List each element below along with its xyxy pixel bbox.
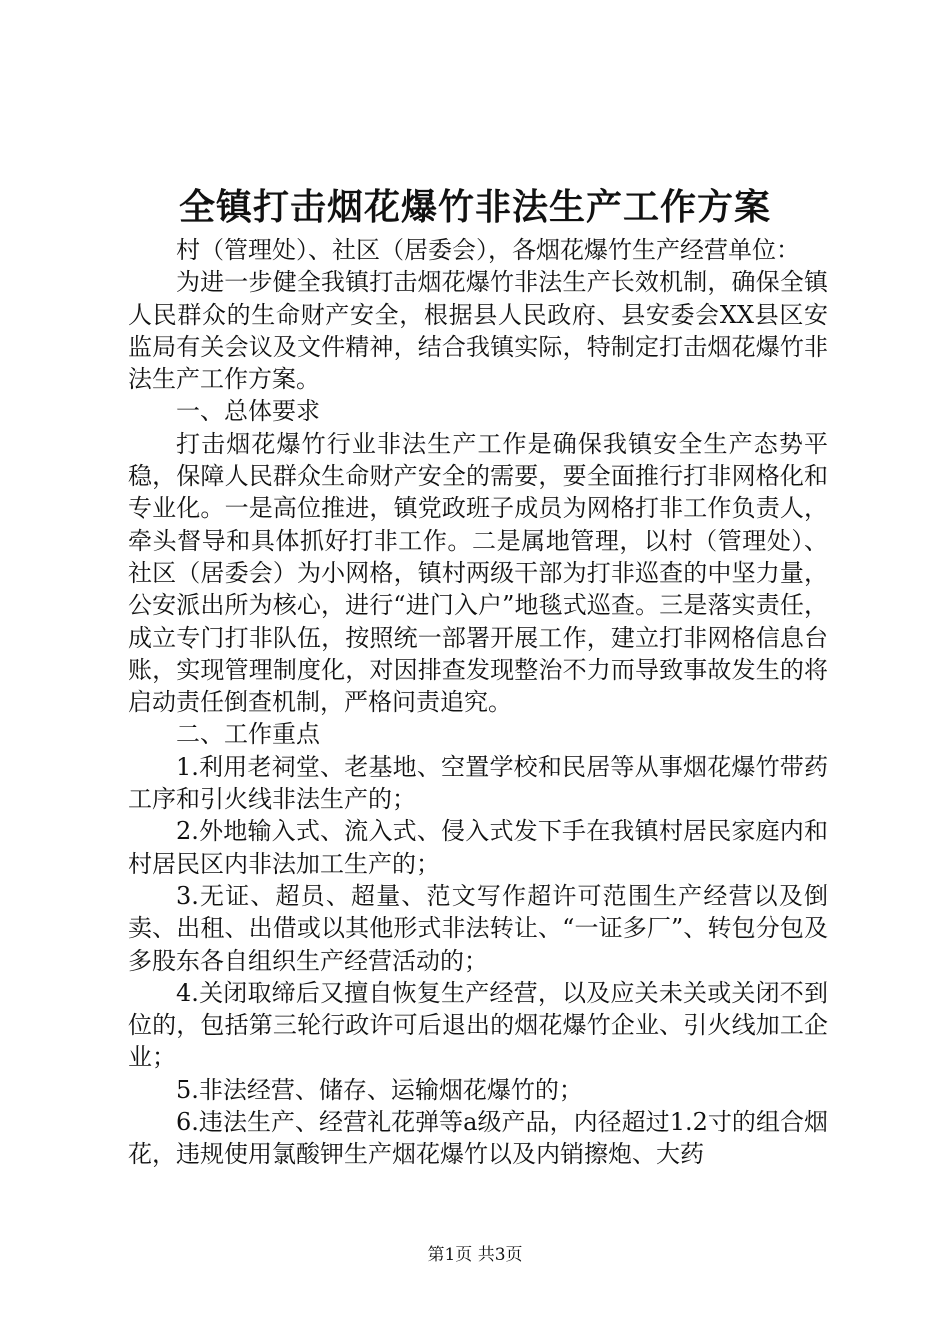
body-paragraph: 打击烟花爆竹行业非法生产工作是确保我镇安全生产态势平稳，保障人民群众生命财产安全的需要，要全面推行打非网格化和专业化。一是高位推进，镇党政班子成员为网格打非工作负责人，牵头督导和具体抓好打非工作。二是属地管理，以村（管理处）、社区（居委会）为小网格，镇村两级干部为打非巡查的中坚力量，公安派出所为核心，进行“进门入户”地毯式巡查。三是落实责任，成立专门打非队伍，按照统一部署开展工作，建立打非网格信息台账，实现管理制度化，对因排查发现整治不力而导致事故发生的将启动责任倒查机制，严格问责追究。 — [128, 429, 828, 717]
section-heading: 一、总体要求 — [176, 397, 320, 426]
document-body — [128, 234, 828, 1171]
list-item: 2.外地输入式、流入式、侵入式发下手在我镇村居民家庭内和村居民区内非法加工生产的； — [128, 817, 828, 878]
document-title: 全镇打击烟花爆竹非法生产工作方案 — [178, 186, 771, 228]
list-item: 6.违法生产、经营礼花弹等a级产品，内径超过1.2寸的组合烟花，违规使用氯酸钾生产烟花爆竹以及内销擦炮、大药 — [128, 1108, 828, 1169]
list-item: 3.无证、超员、超量、范文写作超许可范围生产经营以及倒卖、出租、出借或以其他形式非法转让、“一证多厂”、转包分包及多股东各自组织生产经营活动的； — [128, 881, 828, 975]
list-item: 5.非法经营、储存、运输烟花爆竹的； — [176, 1075, 583, 1104]
salutation-paragraph: 村（管理处）、社区（居委会），各烟花爆竹生产经营单位： — [176, 236, 800, 264]
page-footer: 第1页 共3页 — [427, 1245, 523, 1265]
list-item: 4.关闭取缔后又擅自恢复生产经营，以及应关未关或关闭不到位的，包括第三轮行政许可后退出的烟花爆竹企业、引火线加工企业； — [128, 978, 828, 1072]
section-heading: 二、工作重点 — [176, 720, 320, 749]
intro-paragraph: 为进一步健全我镇打击烟花爆竹非法生产长效机制，确保全镇人民群众的生命财产安全，根据县人民政府、县安委会XX县区安监局有关会议及文件精神，结合我镇实际，特制定打击烟花爆竹非法生产工作方案。 — [128, 268, 828, 394]
list-item: 1.利用老祠堂、老基地、空置学校和民居等从事烟花爆竹带药工序和引火线非法生产的； — [128, 752, 828, 814]
